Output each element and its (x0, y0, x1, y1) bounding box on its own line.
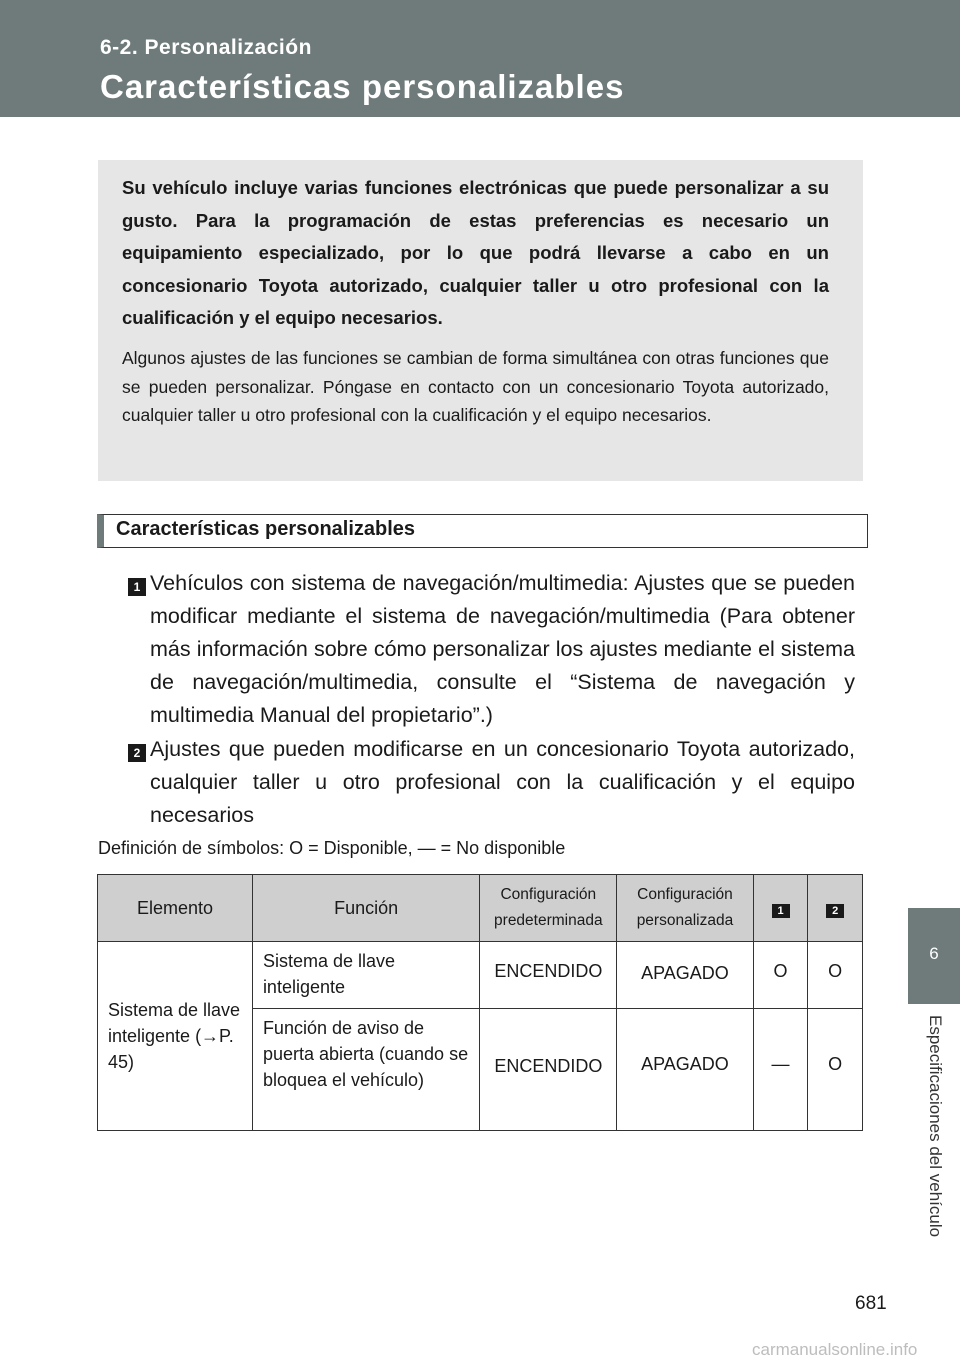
chapter-tab (908, 908, 960, 1004)
personalizada-cell (617, 1009, 753, 1131)
page-title: Características personalizables (100, 68, 625, 105)
col-2-value: O (828, 961, 843, 981)
intro-box (98, 160, 863, 481)
col-2-value: O (828, 1054, 843, 1074)
item-2-text: Ajustes que pueden modificarse en un concesionario Toyota autorizado, cualquier taller u otro profesional con la cualificación y el equipo necesarios (150, 737, 855, 827)
header-elemento: Elemento (98, 875, 253, 942)
header-funcion: Función (252, 875, 479, 942)
col-1-cell (753, 1009, 808, 1131)
personalizada-text: APAGADO (641, 1054, 729, 1074)
funcion-text: Función de aviso de puerta abierta (cuando se bloquea el vehículo) (262, 1018, 469, 1090)
header-col-2 (808, 875, 863, 942)
chapter-label: Especificaciones del vehículo (926, 1015, 945, 1238)
header-personalizada (617, 875, 753, 942)
subheading (97, 514, 868, 548)
intro-bold-text: Su vehículo incluye varias funciones electrónicas que puede personalizar a su gusto. Para la programación de estas preferencias es necesario un equipamiento especializado, por lo que podrá llevarse a cabo en un concesionario Toyota autorizado, cualquier taller u otro profesional con la cualificación y el equipo necesarios. (122, 177, 829, 328)
header-personalizada-text: Configuración personalizada (636, 886, 734, 929)
predeterminada-text: ENCENDIDO (494, 961, 603, 981)
item-1-badge: 1 (128, 578, 146, 596)
element-cell (98, 942, 253, 1131)
table-header-row (98, 875, 863, 942)
funcion-cell (252, 942, 479, 1009)
col-1-value: — (771, 1054, 790, 1074)
predeterminada-cell (480, 1009, 617, 1131)
item-2-badge: 2 (128, 744, 146, 762)
subheading-text: Características personalizables (116, 518, 416, 540)
personalizada-cell (617, 942, 753, 1009)
section-label: 6-2. Personalización (100, 36, 312, 59)
col-1-value: O (773, 961, 788, 981)
header-badge-2: 2 (826, 904, 844, 918)
header-badge-1: 1 (772, 904, 790, 918)
header-col-1 (753, 875, 808, 942)
page-header (0, 0, 960, 117)
funcion-cell (252, 1009, 479, 1131)
funcion-text: Sistema de llave inteligente (262, 951, 396, 997)
chapter-number: 6 (929, 944, 939, 963)
customization-table (97, 874, 863, 1131)
col-2-cell (808, 1009, 863, 1131)
personalizada-text: APAGADO (641, 963, 729, 983)
col-1-cell (753, 942, 808, 1009)
symbols-note: Definición de símbolos: O = Disponible, — = No disponible (98, 838, 566, 858)
page-number: 681 (855, 1293, 887, 1314)
intro-normal-text: Algunos ajustes de las funciones se cambian de forma simultánea con otras funciones que se pueden personalizar. Póngase en contacto con un concesionario Toyota autorizado, cualquier taller u otro profesional con la cualificación y el equipo necesarios. (122, 348, 829, 425)
predeterminada-cell (480, 942, 617, 1009)
watermark: carmanualsonline.info (752, 1340, 918, 1359)
header-predeterminada (480, 875, 617, 942)
element-text: Sistema de llave inteligente (→P. 45) (108, 1000, 241, 1072)
header-predeterminada-text: Configuración predeterminada (494, 886, 603, 929)
table-row (98, 942, 863, 1009)
col-2-cell (808, 942, 863, 1009)
predeterminada-text: ENCENDIDO (494, 1056, 603, 1076)
item-1-text: Vehículos con sistema de navegación/multimedia: Ajustes que se pueden modificar mediante el sistema de navegación/multimedia (Para obtener más información sobre cómo personalizar los ajustes mediante el sistema de navegación/multimedia, consulte el “Sistema de navegación y multimedia Manual del propietario”.) (150, 571, 855, 727)
